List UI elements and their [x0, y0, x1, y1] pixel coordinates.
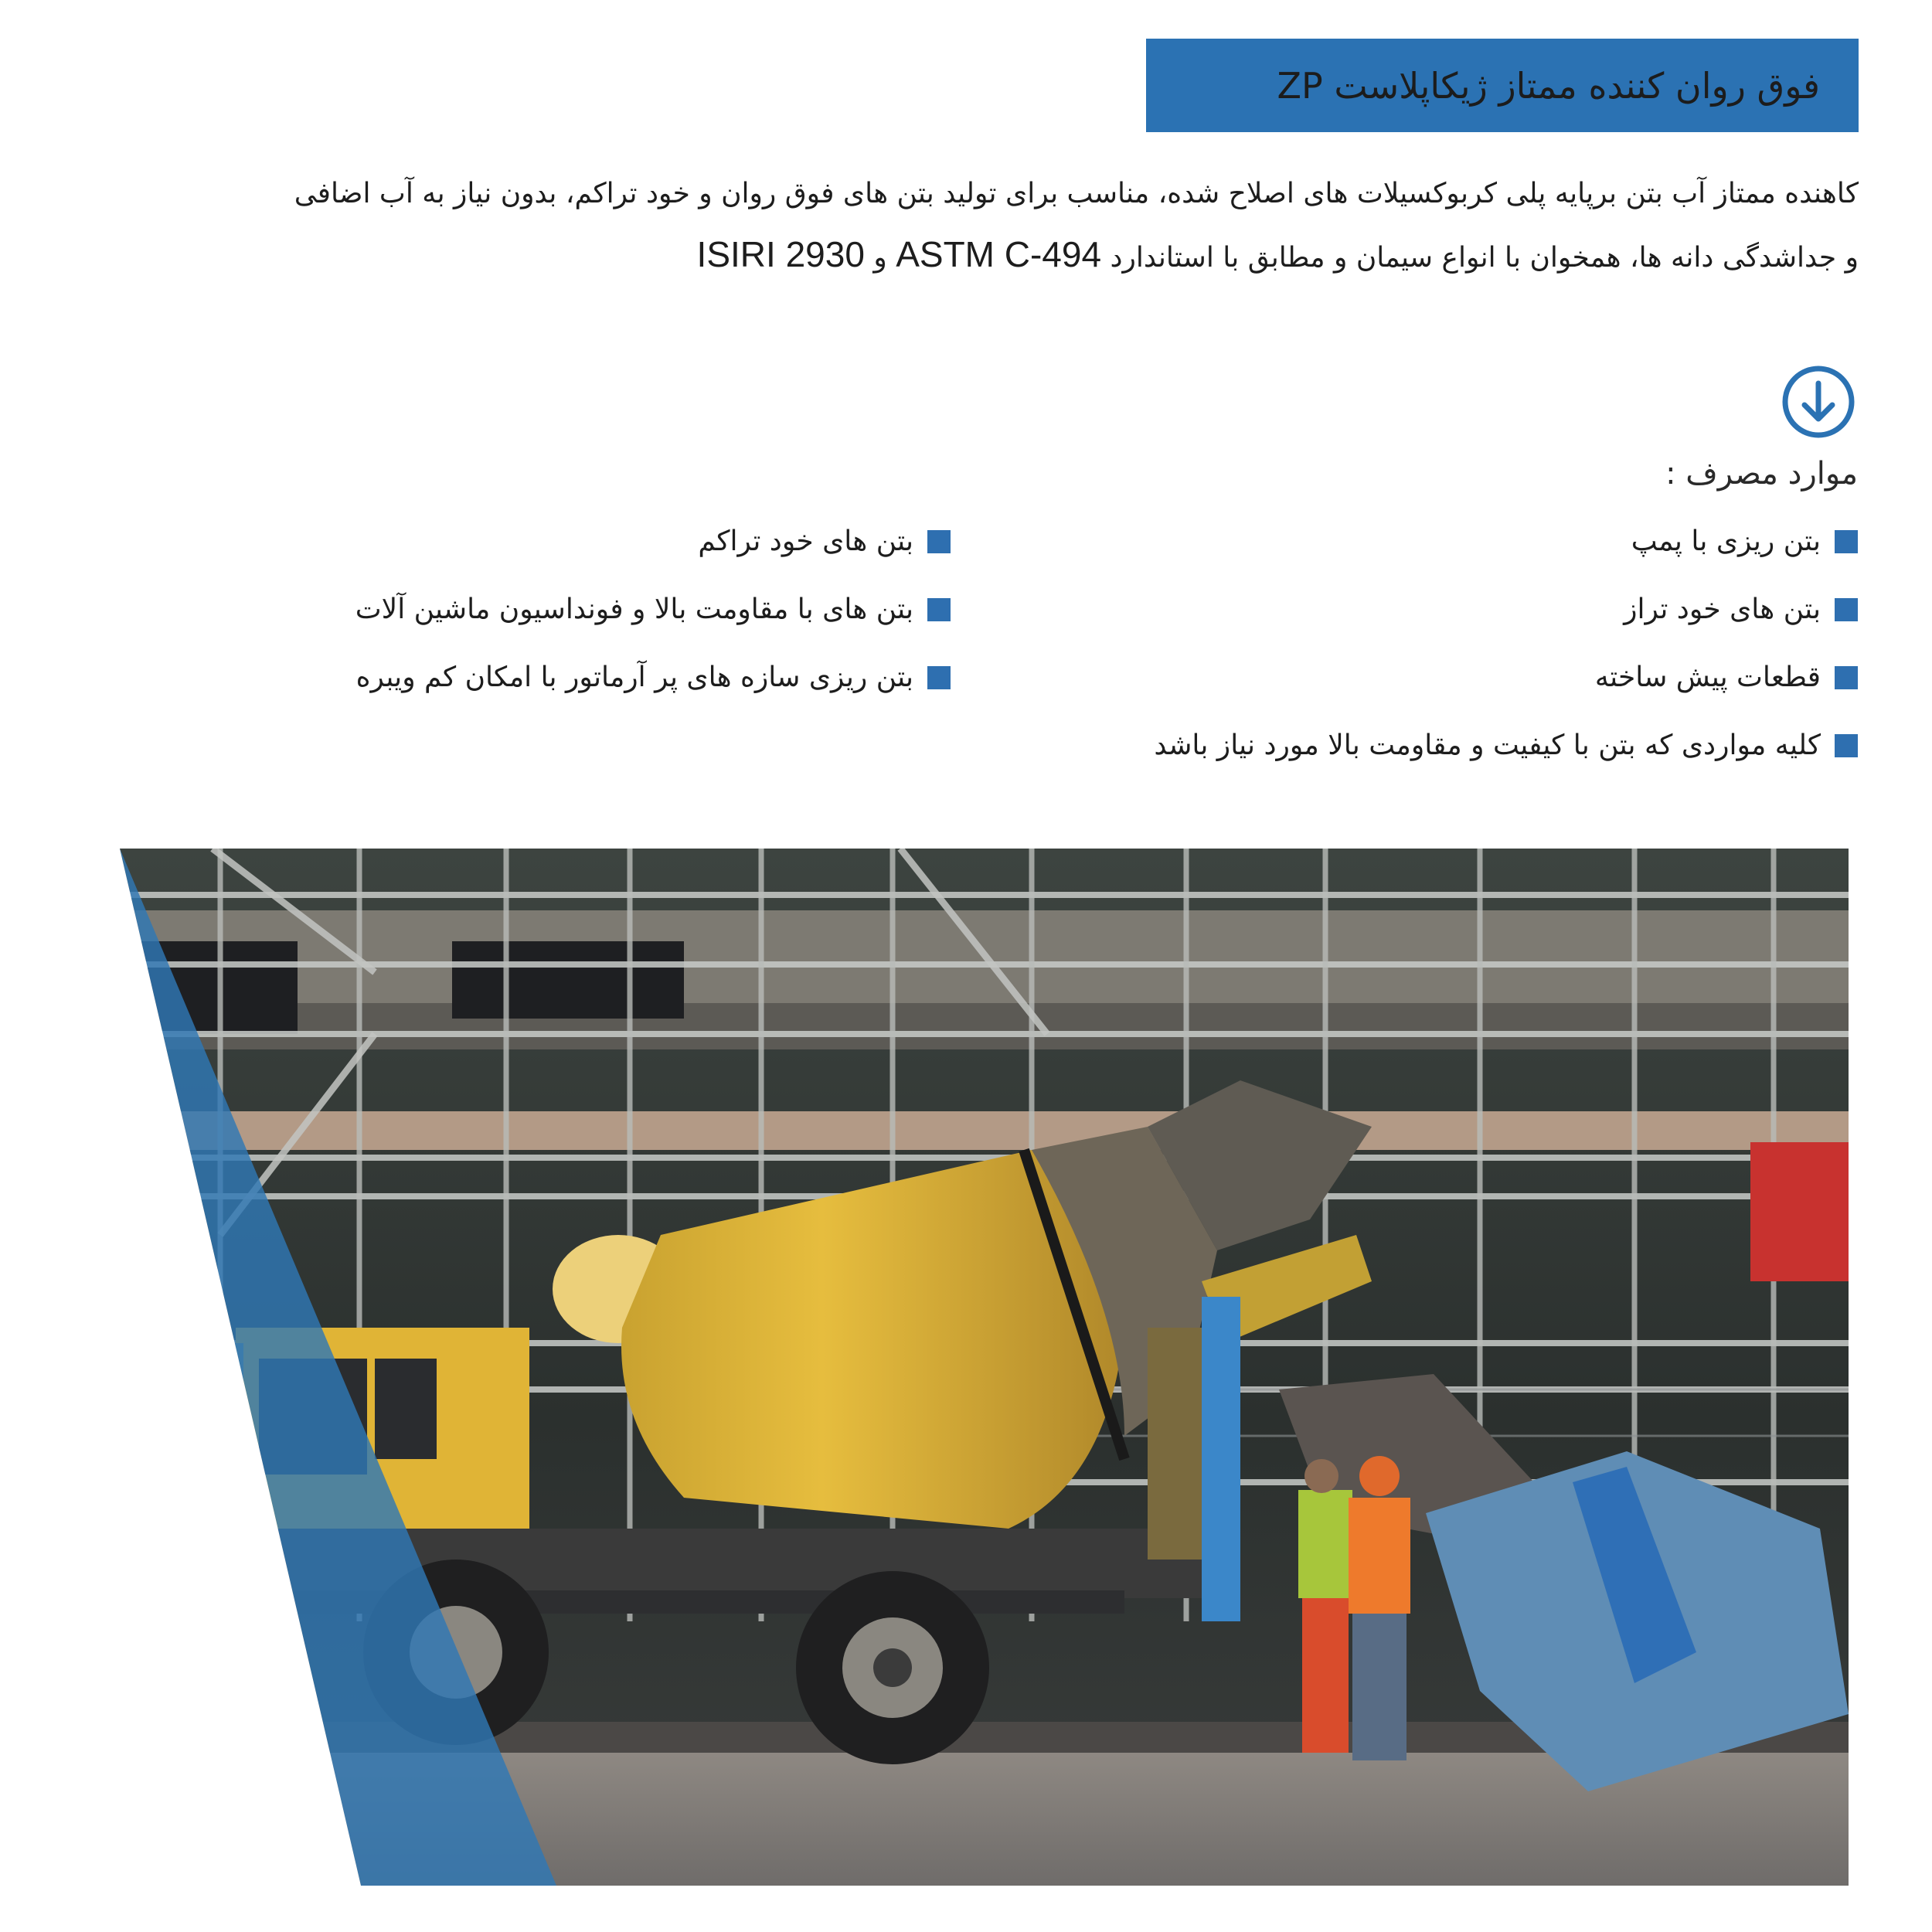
description-line-1: کاهنده ممتاز آب بتن برپایه پلی کربوکسیلات های اصلاح شده، مناسب برای تولید بتن های فوق روان و خود تراکم، بدون نیاز به آب اضافی — [294, 178, 1859, 209]
product-description — [116, 164, 1859, 288]
square-bullet-icon — [1835, 530, 1858, 553]
standard-isiri: ISIRI 2930 — [696, 234, 865, 274]
square-bullet-icon — [1835, 666, 1858, 689]
decorative-blue-overlay — [120, 849, 1849, 1886]
product-title: فوق روان کننده ممتاز ژیکاپلاست ZP — [1277, 64, 1820, 107]
application-item-label: بتن ریزی سازه های پر آرماتور با امکان کم ویبره — [355, 662, 913, 693]
application-item-label: بتن ریزی با پمپ — [1631, 526, 1821, 557]
construction-site-photo — [120, 849, 1849, 1886]
application-item — [356, 662, 951, 693]
download-circle-icon[interactable] — [1781, 365, 1855, 439]
standard-astm: ASTM C-494 — [896, 234, 1102, 274]
standard-conjunction: و — [873, 242, 887, 274]
application-item — [1154, 730, 1858, 761]
applications-title: موارد مصرف : — [1665, 456, 1858, 492]
square-bullet-icon — [927, 598, 951, 621]
application-item-label: بتن های خود تراز — [1624, 594, 1821, 625]
application-item-label: بتن های خود تراکم — [698, 526, 913, 557]
application-item — [355, 594, 951, 625]
application-item — [1595, 662, 1858, 693]
square-bullet-icon — [927, 530, 951, 553]
application-item-label: قطعات پیش ساخته — [1594, 662, 1821, 693]
product-title-bar — [1146, 39, 1859, 132]
application-item — [1631, 526, 1858, 557]
description-line-2-text: و جداشدگی دانه ها، همخوان با انواع سیمان و مطابق با استاندارد — [1110, 242, 1859, 274]
application-item — [698, 526, 951, 557]
application-item-label: بتن های با مقاومت بالا و فونداسیون ماشین آلات — [355, 594, 913, 625]
square-bullet-icon — [927, 666, 951, 689]
application-item-label: کلیه مواردی که بتن با کیفیت و مقاومت بالا مورد نیاز باشد — [1154, 730, 1821, 761]
square-bullet-icon — [1835, 598, 1858, 621]
description-line-2 — [116, 224, 1859, 288]
square-bullet-icon — [1835, 734, 1858, 757]
application-item — [1624, 594, 1858, 625]
